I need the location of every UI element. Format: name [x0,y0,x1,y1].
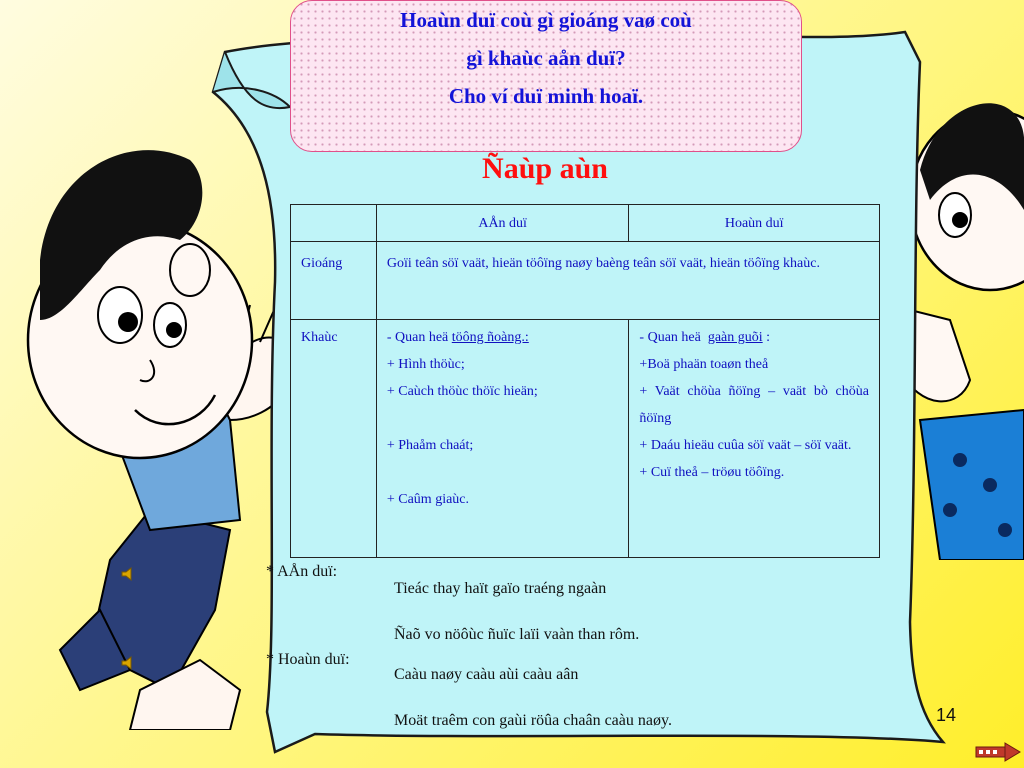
metonymy-item: + Vaät chöùa ñöïng – vaät bò chöùa ñöïng [639,384,869,426]
metaphor-item: + Caùch thöùc thöïc hieän; [386,384,538,399]
metaphor-example-line: Tieác thay haït gaïo traéng ngaàn [394,580,607,597]
metaphor-difference-cell [376,320,629,558]
title-line-3: Cho ví duï minh hoaï. [448,84,644,108]
metonymy-item: +Boä phaän toaøn theå [639,357,769,372]
metonymy-relation-key: gaàn guõi [707,330,763,345]
table-row-difference [291,320,880,558]
metonymy-item: + Daáu hieäu cuûa söï vaät – söï vaät. [639,438,852,453]
title-line-1: Hoaùn duï coù gì gioáng vaø coù [400,8,692,32]
question-title-box [290,0,802,152]
metonymy-relation-suffix: : [762,330,771,345]
title-line-2: gì khaùc aån duï? [466,46,626,70]
metaphor-example-label: * AÅn duï: [266,563,338,580]
table-header-row [291,205,880,242]
metonymy-example-label: * Hoaùn duï: [266,651,350,668]
speaker-icon[interactable] [120,655,136,671]
table-row-similarity [291,242,880,320]
page-number: 14 [936,705,957,725]
metaphor-item: + Caûm giaùc. [386,492,470,507]
next-slide-arrow-icon[interactable] [975,742,1021,762]
similarity-text: Goïi teân söï vaät, hieän töôïng naøy baèng teân söï vaät, hieän töôïng khaùc. [376,242,879,320]
metonymy-example-line: Moät traêm con gaùi röûa chaân caàu naøy. [394,712,672,729]
row-label-similarity: Gioáng [291,242,377,320]
metaphor-relation [387,324,619,351]
table-header-metaphor: AÅn duï [376,205,629,242]
answer-heading: Ñaùp aùn [482,152,608,185]
metonymy-example-line: Caàu naøy caàu aùi caàu aân [394,666,579,683]
table-header-metonymy: Hoaùn duï [629,205,880,242]
metaphor-item: + Hình thöùc; [386,357,465,372]
metaphor-item: + Phaåm chaát; [386,438,474,453]
metonymy-relation-prefix: - Quan heä [639,330,708,345]
comparison-table [290,204,880,558]
metaphor-example-line: Ñaõ vo nöôùc ñuïc laïi vaàn than rôm. [394,626,640,643]
metonymy-difference-cell [629,320,880,558]
metaphor-relation-key: töông ñoàng.: [451,330,529,345]
speaker-icon[interactable] [120,566,136,582]
metonymy-item: + Cuï theå – tröøu töôïng. [639,465,785,480]
metaphor-relation-prefix: - Quan heä [386,330,452,345]
table-header-empty [291,205,377,242]
metonymy-relation [639,324,869,351]
row-label-difference: Khaùc [291,320,377,558]
